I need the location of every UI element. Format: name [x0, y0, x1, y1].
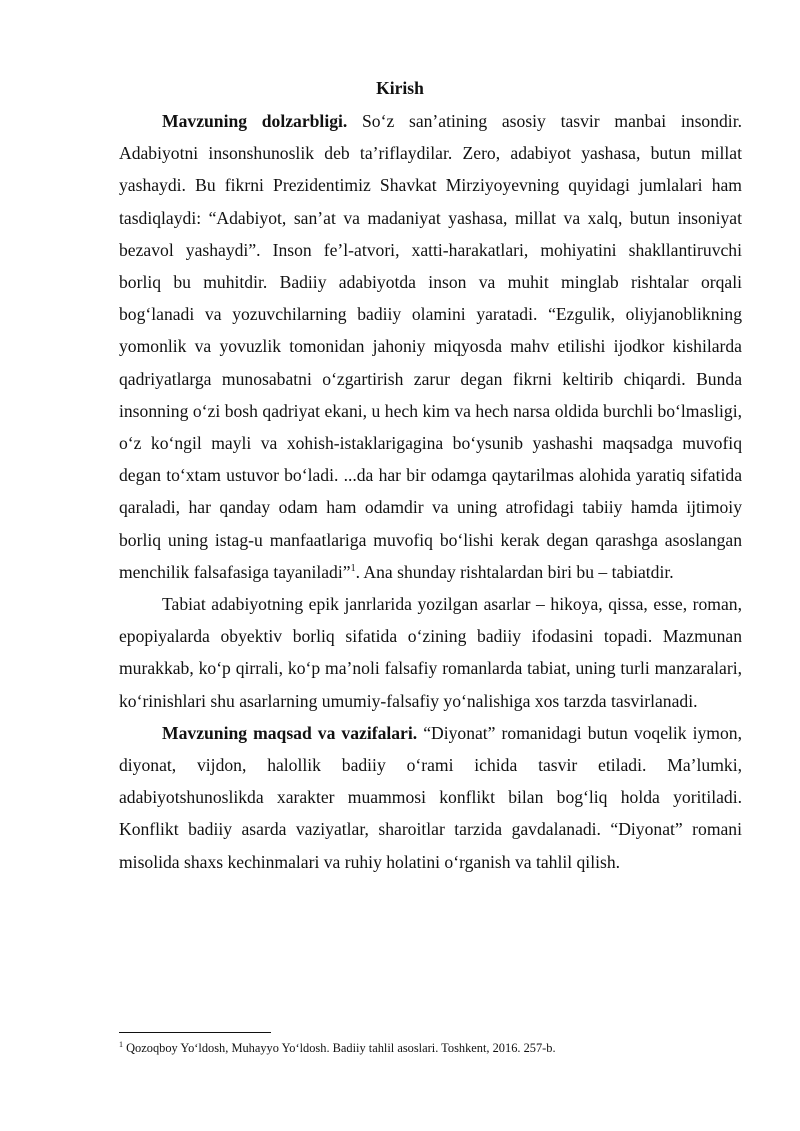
paragraph-goals	[119, 717, 742, 878]
paragraph-text: Tabiat adabiyotning epik janrlarida yozilgan asarlar – hikoya, qissa, esse, roman, epopiyalarda obyektiv borliq sifatida o‘zining badiiy ifodasini topadi. Mazmunan murakkab, ko‘p qirrali, ko‘p ma’noli falsafiy romanlarda tabiat, uning turli manzaralari, ko‘rinishlari shu asarlarning umumiy-falsafiy yo‘nalishiga xos tarzda tasvirlanadi.	[119, 594, 742, 711]
paragraph-lead: Mavzuning maqsad va vazifalari.	[162, 722, 418, 743]
paragraph-text: So‘z san’atining asosiy tasvir manbai insondir. Adabiyotni insonshunoslik deb ta’riflaydilar. Zero, adabiyot yashasa, butun millat yashaydi. Bu fikrni Prezidentimiz Shavkat Mirziyoyevning quyidagi jumlalari ham tasdiqlaydi: “Adabiyot, san’at va madaniyat yashasa, millat va xalq, butun insoniyat bezavol yashaydi”. Inson fe’l-atvori, xatti-harakatlari, mohiyatini shakllantiruvchi borliq bu muhitdir. Badiiy adabiyotda inson va muhit minglab rishtalar orqali bog‘lanadi va yozuvchilarning badiiy olamini yaratadi. “Ezgulik, oliyjanoblikning yomonlik va yovuzlik tomonidan jahoniy miqyosda mahv etilishi ijodkor kishilarda qadriyatlarga munosabatni o‘zgartirish zarur degan fikrni keltirib chiqardi. Bunda insonning o‘zi bosh qadriyat ekani, u hech kim va hech narsa oldida burchli bo‘lmasligi, o‘z ko‘ngil mayli va xohish-istaklarigagina bo‘ysunib yashashi maqsadga muvofiq degan to‘xtam ustuvor bo‘ladi. ...da har bir odamga qaytarilmas alohida yaratiq sifatida qaraladi, har qanday odam ham odamdir va uning atrofidagi tabiiy hamda ijtimoiy borliq uning istag-u manfaatlariga muvofiq bo‘lishi kerak degan qarashga asoslangan menchilik falsafasiga tayaniladi”	[119, 111, 742, 582]
document-body	[119, 105, 742, 878]
footnote-text: Qozoqboy Yo‘ldosh, Muhayyo Yo‘ldosh. Badiiy tahlil asoslari. Toshkent, 2016. 257-b.	[126, 1041, 556, 1055]
paragraph-tail: . Ana shunday rishtalardan biri bu – tabiatdir.	[355, 561, 674, 582]
page-title: Kirish	[376, 78, 424, 98]
paragraph-lead: Mavzuning dolzarbligi.	[162, 111, 348, 131]
footnote-divider	[119, 1032, 271, 1033]
footnote	[119, 1040, 742, 1056]
paragraph-relevance	[119, 105, 742, 588]
paragraph-nature	[119, 588, 742, 717]
footnote-number: 1	[119, 1039, 123, 1049]
paragraph-text: “Diyonat” romanidagi butun voqelik iymon, diyonat, vijdon, halollik badiiy o‘rami ichida tasvir etiladi. Ma’lumki, adabiyotshunoslikda xarakter muammosi konflikt bilan bog‘liq holda yoritiladi. Konflikt badiiy asarda vaziyatlar, sharoitlar tarzida gavdalanadi. “Diyonat” romani misolida shaxs kechinmalari va ruhiy holatini o‘rganish va tahlil qilish.	[119, 722, 742, 872]
footnote-reference[interactable]: 1	[350, 562, 356, 574]
